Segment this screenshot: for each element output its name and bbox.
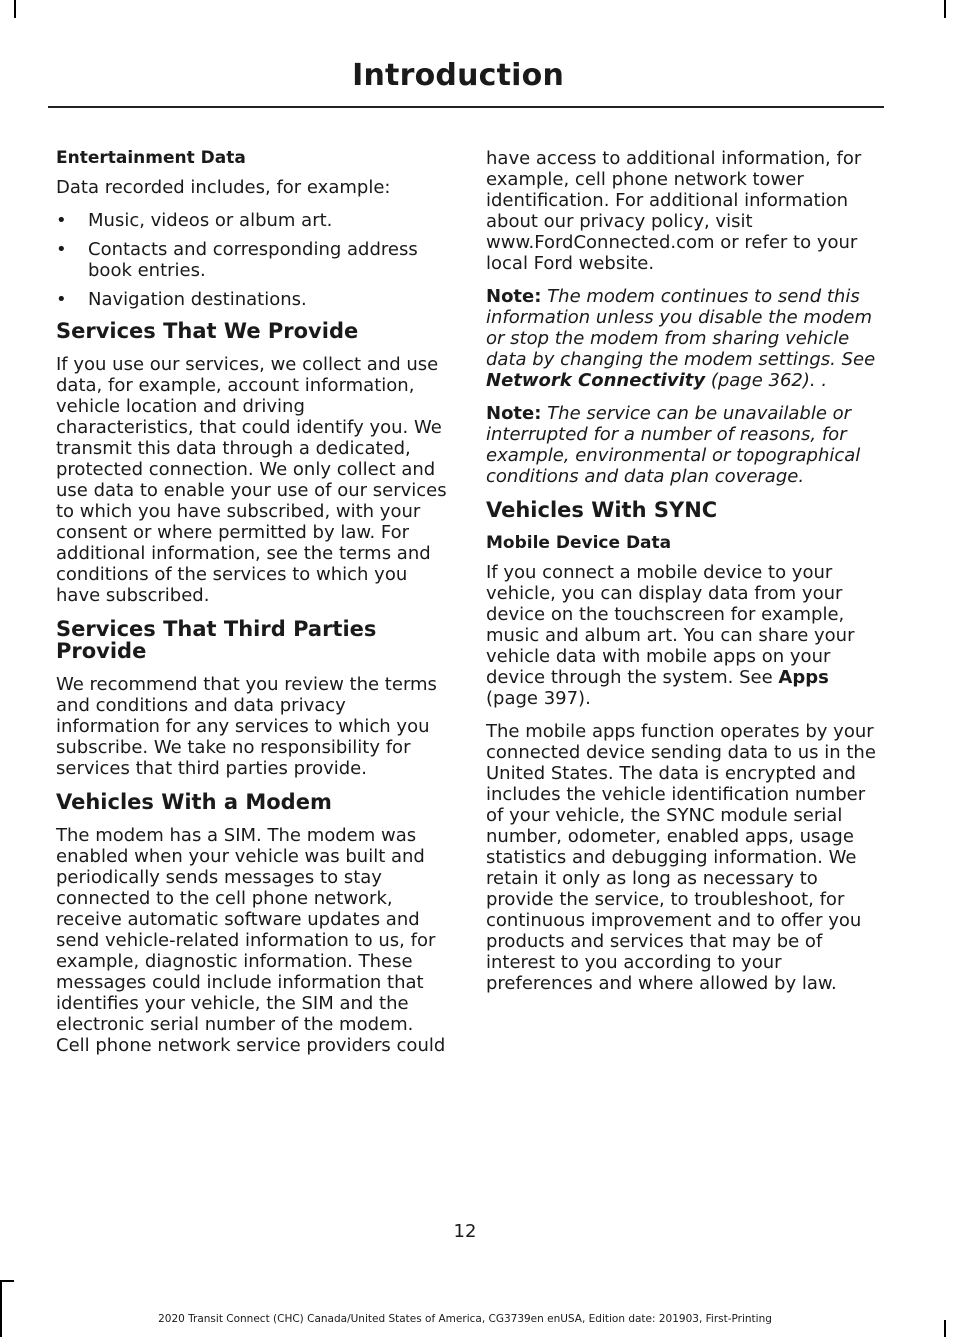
page-reference: (page 397).: [486, 688, 591, 709]
entertainment-intro: Data recorded includes, for example:: [56, 177, 391, 198]
footer-edition-info: 2020 Transit Connect (CHC) Canada/United States of America, CG3739en enUSA, Edition date: 201903, First-Printing: [158, 1313, 772, 1325]
sync-heading: Vehicles With SYNC: [486, 498, 718, 522]
third-party-text: We recommend that you review the terms and conditions and data privacy information for any services to which you subscribe. We take no responsibility for services that third parties provide.: [56, 674, 437, 779]
services-heading: Services That We Provide: [56, 319, 359, 343]
bullet-icon: •: [56, 289, 67, 310]
list-item: [56, 210, 448, 231]
note-text: The service can be unavailable or interrupted for a number of reasons, for example, environmental or topographical conditions and data plan coverage.: [486, 403, 861, 487]
page-reference: (page 362). .: [710, 370, 828, 391]
mobile-apps-text: The mobile apps function operates by your connected device sending data to us in the United States. The data is encrypted and includes the vehicle identification number of your vehicle, the SYNC module serial number, odometer, enabled apps, usage statistics and debugging information. We retain it only as long as necessary to provide the service, to troubleshoot, for continuous improvement and to offer you products and services that may be of interest to you according to your preferences and where allowed by law.: [486, 721, 876, 994]
mobile-device-body: If you connect a mobile device to your vehicle, you can display data from your device on the touchscreen for example, music and album art. You can share your vehicle data with mobile apps on your device through the system. See: [486, 562, 855, 688]
header-divider: [48, 106, 884, 108]
left-column: [56, 148, 448, 1068]
note-modem: [486, 286, 880, 391]
page-title: Introduction: [352, 58, 564, 93]
crop-mark-bottom-right: [944, 1320, 946, 1337]
bullet-icon: •: [56, 210, 67, 231]
list-item-text: Music, videos or album art.: [88, 210, 333, 231]
note-text: The modem continues to send this information unless you disable the modem or stop the modem from sharing vehicle data by changing the modem settings. See: [486, 286, 876, 370]
network-connectivity-link[interactable]: Network Connectivity: [486, 370, 706, 391]
mobile-device-heading: Mobile Device Data: [486, 533, 672, 553]
list-item: [56, 239, 448, 281]
third-party-heading: Services That Third Parties Provide: [56, 617, 377, 663]
crop-mark-bottom-left: [0, 1280, 2, 1337]
note-label: Note:: [486, 286, 542, 307]
mobile-device-text: [486, 562, 880, 709]
list-item: [56, 289, 448, 310]
modem-text: The modem has a SIM. The modem was enabled when your vehicle was built and periodically sends messages to stay connected to the cell phone network, receive automatic software updates and send vehicle-related information to us, for example, diagnostic information. These messages could include information that identifies your vehicle, the SIM and the electronic serial number of the modem. Cell phone network service providers could: [56, 825, 446, 1056]
note-label: Note:: [486, 403, 542, 424]
services-text: If you use our services, we collect and use data, for example, account information, vehicle location and driving characteristics, that could identify you. We transmit this data through a dedicated, protected connection. We only collect and use data to enable your use of our services to which you have subscribed, with your consent or where permitted by law. For additional information, see the terms and conditions of the services to which you have subscribed.: [56, 354, 447, 606]
crop-mark-bottom-left-h: [0, 1280, 14, 1282]
crop-mark-top-right: [944, 0, 946, 18]
modem-heading: Vehicles With a Modem: [56, 790, 332, 814]
list-item-text: Contacts and corresponding address book entries.: [88, 239, 418, 281]
list-item-text: Navigation destinations.: [88, 289, 307, 310]
note-service: [486, 403, 880, 487]
entertainment-list: [56, 210, 448, 310]
entertainment-heading: Entertainment Data: [56, 148, 246, 168]
crop-mark-top-left: [14, 0, 16, 18]
right-column: [486, 148, 880, 1006]
page-number: 12: [453, 1221, 477, 1242]
bullet-icon: •: [56, 239, 67, 260]
apps-link[interactable]: Apps: [778, 667, 829, 688]
privacy-continued-text: have access to additional information, for example, cell phone network tower identification. For additional information about our privacy policy, visit www.FordConnected.com or refer to your local Ford website.: [486, 148, 862, 274]
